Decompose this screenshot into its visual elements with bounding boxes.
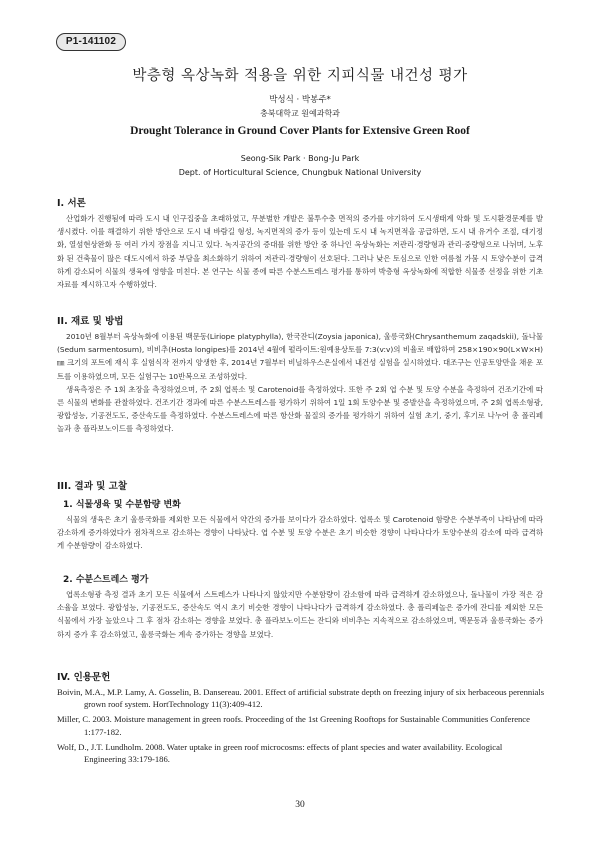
intro-paragraph: 산업화가 진행됨에 따라 도시 내 인구집중을 초래하였고, 무분별한 개발은 불투수층 면적의 증가를 야기하여 도시생태계 악화 및 도시환경문제를 발생시켰다. 이를 해결하기 위한 방안으로 도시 내 바람길 형성, 녹지면적의 증가 등이 있는데 도시 내 녹지면적을 공급하면, 도시 내 유거수 조절, 대기정화, 열섬현상완화 등 여러 가지 장점을 지니고 있다. 녹지공간의 증대를 위한 방안 중 하나인 옥상녹화는 저관리·경량형과 관리·중량형으로 나뉘며, 노후화 된 건축물이 많은 대도시에서 하중 부담을 최소화하기 위하여 저관리·경량형이 선호된다. 그러나 낮은 토심으로 인한 여름철 가뭄 시 토양수분이 급격하게 감소되어 식물의 생육에 영향을 미친다. 본 연구는 식물 종에 따른 수분스트레스 평가를 통하여 박층형 옥상녹화에 적합한 식물종 선정을 위한 기초자료를 제시하고자 수행하였다. — [57, 214, 543, 290]
reference-item: Miller, C. 2003. Moisture management in green roofs. Proceeding of the 1st Greening Rooftops for Sustainable Communities Conference 1:177-182. — [57, 714, 530, 737]
section-heading-references: IV. 인용문헌 — [57, 672, 111, 683]
subsection-heading-stress: 2. 수분스트레스 평가 — [63, 575, 149, 585]
reference-list — [57, 686, 545, 768]
affiliation-english: Dept. of Horticultural Science, Chungbuk National University — [178, 168, 422, 177]
subsection-heading-growth: 1. 식물생육 및 수분함량 변화 — [63, 500, 181, 510]
reference-item: Boivin, M.A., M.P. Lamy, A. Gosselin, B. Dansereau. 2001. Effect of artificial substrate depth on freezing injury of six herbaceous perennials grown roof system. HortTechnology 11(3):409-412. — [57, 687, 545, 710]
growth-text — [57, 513, 543, 553]
methods-text — [57, 330, 543, 436]
abstract-code-badge: P1-141102 — [56, 33, 126, 51]
reference-item: Wolf, D., J.T. Lundholm. 2008. Water uptake in green roof microcosms: effects of plant species and water availability. Ecological Engineering 33:179-186. — [57, 741, 503, 765]
growth-paragraph: 식물의 생육은 초기 울릉국화를 제외한 모든 식물에서 약간의 증가를 보이다가 감소하였다. 엽록소 및 Carotenoid 함량은 수분부족이 나타남에 따라 감소하게 증가하였다가 점차적으로 감소하는 경향이 나타났다. 엽 수분 및 토양 수분은 초기 비슷한 경향이 나타나다가 토양수분의 감소에 따라 급격하게 수분함량이 감소하였다. — [57, 515, 543, 551]
affiliation-korean: 충북대학교 원예과학과 — [260, 109, 340, 118]
authors-korean: 박성식 · 박봉주* — [269, 95, 331, 105]
methods-paragraph-1: 2010년 8월부터 옥상녹화에 이용된 백문동(Liriope platyphylla), 한국잔디(Zoysia japonica), 울릉국화(Chrysanthemum zaqadskii), 돌나물(Sedum sarmentosum), 비비추(Hosta longipes)를 2014년 4월에 펄라이트:원예용상토를 7:3(v:v)의 비율로 배합하여 258×190×90(L×W×H)㎜ 크기의 포트에 재식 후 실험식작 전까지 양생한 후, 2014년 7월부터 비닐하우스온실에서 내건성 실험을 실시하였다. 대조구는 인공토양만을 채운 포트를 이용하였으며, 모든 실험구는 10반복으로 조성하였다. — [57, 332, 543, 381]
authors-english: Seong-Sik Park · Bong-Ju Park — [240, 154, 360, 163]
title-korean: 박층형 옥상녹화 적용을 위한 지피식물 내건성 평가 — [132, 68, 468, 84]
section-heading-results: III. 결과 및 고찰 — [57, 481, 128, 492]
section-heading-intro: I. 서론 — [57, 198, 86, 209]
title-english: Drought Tolerance in Ground Cover Plants for Extensive Green Roof — [130, 125, 470, 137]
section-heading-methods: II. 재료 및 방법 — [57, 316, 124, 327]
stress-text — [57, 588, 543, 641]
methods-paragraph-2: 생육측정은 주 1회 초장을 측정하였으며, 주 2회 엽록소 및 Carotenoid를 측정하였다. 또한 주 2회 엽 수분 및 토양 수분을 측정하여 건조기간에 따른 식물의 변화를 관찰하였다. 건조기간 경과에 따른 수분스트레스를 평가하기 위하여 1일 1회 토양수분 및 증발산을 측정하였으며, 주 2회 엽록소형광, 광합성능, 기공전도도, 증산속도를 측정하였다. 수분스트레스에 따른 항산화 물질의 증가를 평가하기 위하여 실험 초기, 중기, 후기로 나누어 총 폴리페놀과 총 플라보노이드를 측정하였다. — [57, 384, 543, 434]
intro-text — [57, 212, 543, 291]
stress-paragraph: 엽록소형광 측정 결과 초기 모든 식물에서 스트레스가 나타나지 않았지만 수분함량이 감소함에 따라 급격하게 감소하였으나, 돌나물이 가장 적은 감소율을 보였다. 광합성능, 기공전도도, 증산속도 역시 초기 비슷한 경향이 나타나다가 급격하게 감소하였다. 총 폴리페놀은 증가에 잔디를 제외한 모든 식물에서 가장 높았으나 그 후 점차 감소하는 경향을 보였다. 총 플라보노이드는 잔디와 비비추는 지속적으로 감소하였으며, 맥문동과 울릉국화는 증가하지 증가 후 감소하였고, 울릉국화는 계속 증가하는 경향을 보였다. — [57, 590, 543, 639]
page-number: 30 — [295, 800, 305, 810]
